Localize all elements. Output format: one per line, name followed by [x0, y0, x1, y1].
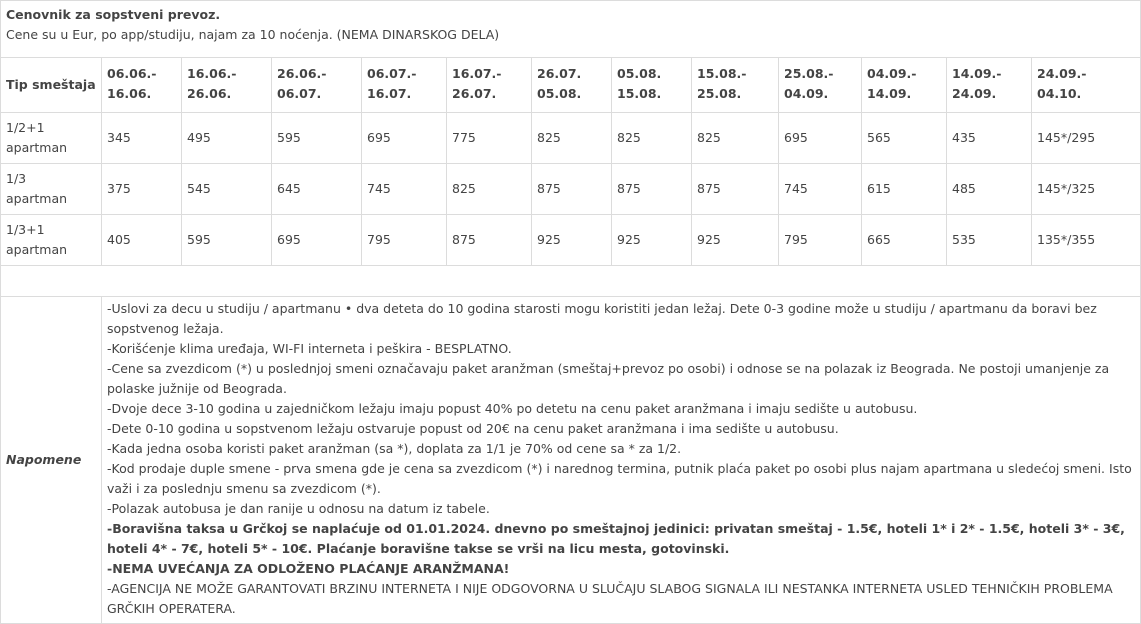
column-header-period: [272, 58, 362, 113]
price-cell: 745: [362, 164, 447, 215]
note-line: -Boravišna taksa u Grčkoj se naplaćuje od 01.01.2024. dnevno po smeštajnoj jedinici: privatan smeštaj - 1.5€, hoteli 1* i 2* - 1.5€, hoteli 3* - 3€, hoteli 4* - 7€, hoteli 5* - 10€. Plaćanje boravišne takse se vrši na licu mesta, gotovinski.: [107, 521, 1125, 556]
period-date: 24.09.-: [1037, 66, 1087, 81]
price-cell: 145*/295: [1032, 113, 1141, 164]
price-cell: 925: [612, 215, 692, 266]
note-line: -AGENCIJA NE MOŽE GARANTOVATI BRZINU INTERNETA I NIJE ODGOVORNA U SLUČAJU SLABOG SIGNALA ILI NESTANKA INTERNETA USLED TEHNIČKIH PROBLEMA GRČKIH OPERATERA.: [107, 581, 1113, 616]
price-cell: 375: [102, 164, 182, 215]
column-header-period: [692, 58, 779, 113]
note-line: -Kada jedna osoba koristi paket aranžman (sa *), doplata za 1/1 je 70% od cene sa * za 1/2.: [107, 441, 682, 456]
price-cell: 565: [862, 113, 947, 164]
accommodation-type-text: apartman: [6, 140, 68, 155]
price-cell: 925: [532, 215, 612, 266]
accommodation-type-text: 1/3: [6, 171, 27, 186]
column-header-period: [362, 58, 447, 113]
spacer-row: [1, 266, 1141, 297]
price-cell: 485: [947, 164, 1032, 215]
accommodation-type: [1, 215, 102, 266]
period-date: 14.09.-: [952, 66, 1002, 81]
price-cell: 825: [532, 113, 612, 164]
period-date: 25.08.: [697, 86, 742, 101]
spacer-cell: [1, 266, 1141, 297]
period-date: 06.07.-: [367, 66, 417, 81]
price-cell: 695: [362, 113, 447, 164]
price-cell: 875: [532, 164, 612, 215]
period-date: 16.06.-: [187, 66, 237, 81]
price-cell: 825: [692, 113, 779, 164]
price-cell: 615: [862, 164, 947, 215]
note-line: -Dete 0-10 godina u sopstvenom ležaju ostvaruje popust od 20€ na cenu paket aranžmana i ima sedište u autobusu.: [107, 421, 839, 436]
note-line: -Dvoje dece 3-10 godina u zajedničkom ležaju imaju popust 40% po detetu na cenu paket aranžmana i imaju sedište u autobusu.: [107, 401, 918, 416]
price-cell: 745: [779, 164, 862, 215]
price-cell: 695: [272, 215, 362, 266]
accommodation-type-text: 1/2+1: [6, 120, 45, 135]
period-date: 24.09.: [952, 86, 997, 101]
accommodation-type: [1, 113, 102, 164]
price-cell: 595: [182, 215, 272, 266]
price-cell: 135*/355: [1032, 215, 1141, 266]
price-cell: 795: [779, 215, 862, 266]
period-date: 06.07.: [277, 86, 322, 101]
price-cell: 875: [692, 164, 779, 215]
table-row: [1, 164, 1141, 215]
period-date: 04.09.-: [867, 66, 917, 81]
table-subtitle: Cene su u Eur, po app/studiju, najam za 10 noćenja. (NEMA DINARSKOG DELA): [6, 27, 500, 42]
price-cell: 825: [612, 113, 692, 164]
period-date: 26.06.-: [277, 66, 327, 81]
price-cell: 405: [102, 215, 182, 266]
column-header-period: [102, 58, 182, 113]
notes-row: [1, 297, 1141, 624]
period-date: 15.08.-: [697, 66, 747, 81]
price-cell: 875: [447, 215, 532, 266]
period-date: 16.06.: [107, 86, 152, 101]
price-cell: 345: [102, 113, 182, 164]
period-date: 04.10.: [1037, 86, 1082, 101]
period-date: 16.07.-: [452, 66, 502, 81]
table-caption: [1, 1, 1141, 58]
period-date: 25.08.-: [784, 66, 834, 81]
price-cell: 775: [447, 113, 532, 164]
note-line: -Cene sa zvezdicom (*) u poslednjoj smeni označavaju paket aranžman (smeštaj+prevoz po osobi) i odnose se na polazak iz Beograda. Ne postoji umanjenje za polaske južnije od Beograda.: [107, 361, 1110, 396]
accommodation-type-text: 1/3+1: [6, 222, 45, 237]
note-line: -Korišćenje klima uređaja, WI-FI interneta i peškira - BESPLATNO.: [107, 341, 512, 356]
notes-label: Napomene: [1, 297, 102, 624]
period-date: 15.08.: [617, 86, 662, 101]
period-date: 06.06.-: [107, 66, 157, 81]
price-cell: 875: [612, 164, 692, 215]
price-cell: 925: [692, 215, 779, 266]
accommodation-type-text: apartman: [6, 191, 68, 206]
price-cell: 495: [182, 113, 272, 164]
period-date: 05.08.: [617, 66, 662, 81]
price-cell: 645: [272, 164, 362, 215]
price-cell: 545: [182, 164, 272, 215]
column-header-period: [447, 58, 532, 113]
table-row: [1, 215, 1141, 266]
table-row: [1, 113, 1141, 164]
price-cell: 435: [947, 113, 1032, 164]
period-date: 16.07.: [367, 86, 412, 101]
notes-content: [102, 297, 1141, 624]
price-cell: 825: [447, 164, 532, 215]
column-header-period: [947, 58, 1032, 113]
column-header-period: [862, 58, 947, 113]
table-title: Cenovnik za sopstveni prevoz.: [6, 7, 221, 22]
price-cell: 535: [947, 215, 1032, 266]
accommodation-type: [1, 164, 102, 215]
column-header-period: [612, 58, 692, 113]
note-line: -Uslovi za decu u studiju / apartmanu • dva deteta do 10 godina starosti mogu koristiti jedan ležaj. Dete 0-3 godine može u studiju / apartmanu da boravi bez sopstvenog ležaja.: [107, 301, 1097, 336]
column-header-period: [1032, 58, 1141, 113]
note-line: -Kod prodaje duple smene - prva smena gde je cena sa zvezdicom (*) i narednog termina, putnik plaća paket po osobi plus najam apartmana u sledećoj smeni. Isto važi i za poslednju smenu sa zvezdicom (*).: [107, 461, 1132, 496]
price-cell: 665: [862, 215, 947, 266]
note-line: -NEMA UVEĆANJA ZA ODLOŽENO PLAĆANJE ARANŽMANA!: [107, 561, 510, 576]
period-date: 04.09.: [784, 86, 829, 101]
period-date: 14.09.: [867, 86, 912, 101]
header-row: [1, 58, 1141, 113]
period-date: 26.07.: [452, 86, 497, 101]
column-header-type: Tip smeštaja: [1, 58, 102, 113]
price-cell: 695: [779, 113, 862, 164]
price-cell: 795: [362, 215, 447, 266]
column-header-period: [182, 58, 272, 113]
note-line: -Polazak autobusa je dan ranije u odnosu na datum iz tabele.: [107, 501, 490, 516]
column-header-period: [779, 58, 862, 113]
accommodation-type-text: apartman: [6, 242, 68, 257]
price-cell: 595: [272, 113, 362, 164]
period-date: 26.06.: [187, 86, 232, 101]
column-header-period: [532, 58, 612, 113]
price-cell: 145*/325: [1032, 164, 1141, 215]
period-date: 05.08.: [537, 86, 582, 101]
period-date: 26.07.: [537, 66, 582, 81]
